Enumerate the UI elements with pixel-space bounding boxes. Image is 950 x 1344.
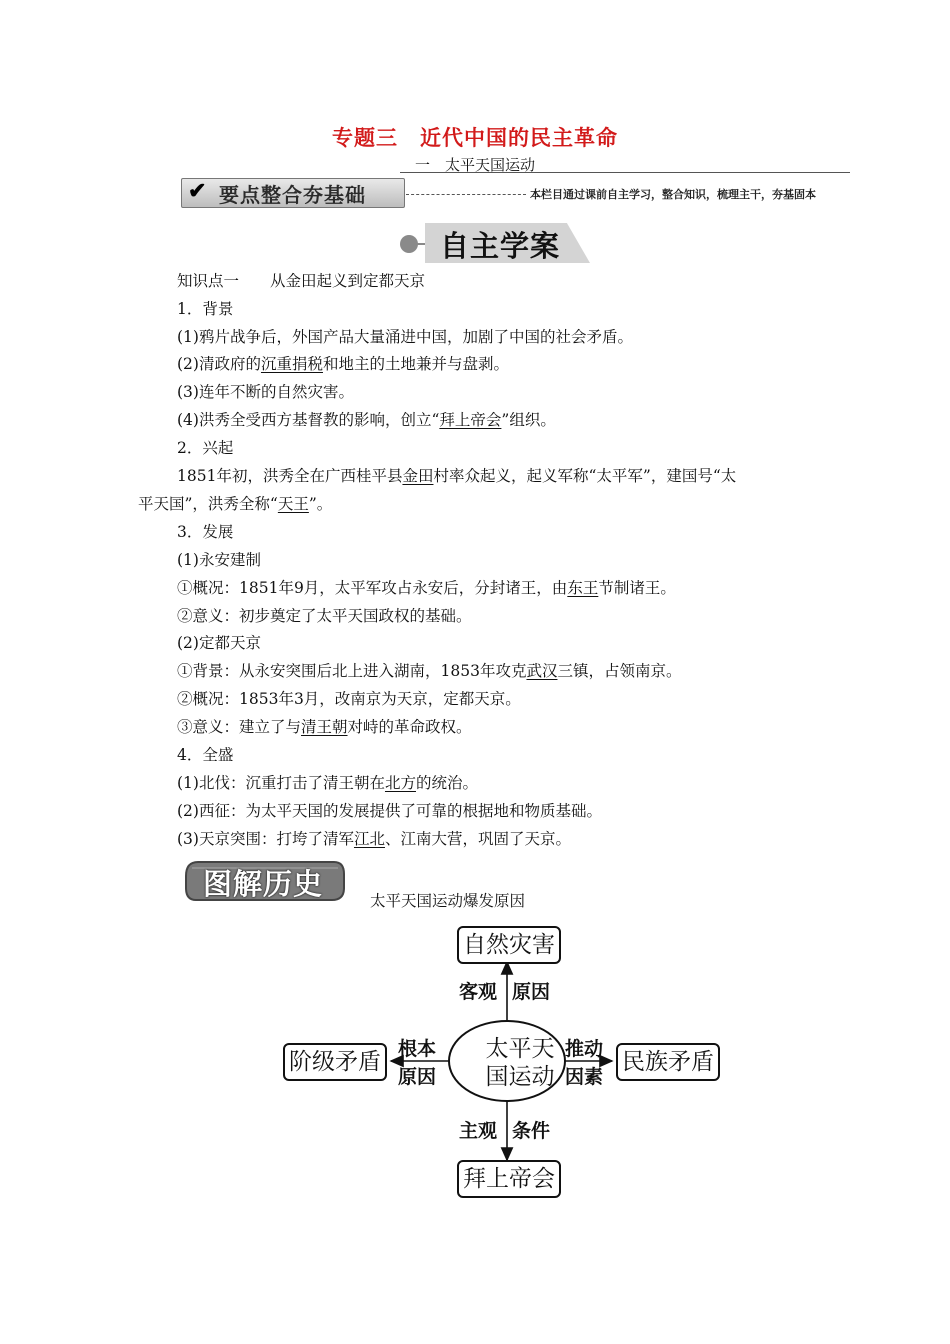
- underlined-term: 沉重捐税: [260, 355, 323, 373]
- heading-rise: 2．兴起: [177, 439, 234, 457]
- center-node: 太平天 国运动: [485, 1036, 555, 1090]
- text-line: (2)定都天京: [177, 634, 261, 652]
- underlined-term: 拜上帝会: [439, 411, 502, 429]
- heading-development: 3．发展: [177, 523, 234, 541]
- text-line: (1)永安建制: [177, 551, 261, 569]
- node-left: 阶级矛盾: [283, 1043, 387, 1081]
- text-line: (3)天京突围：打垮了清军江北、江南大营，巩固了天京。: [177, 830, 571, 848]
- underlined-term: 江北: [353, 830, 385, 848]
- node-right: 民族矛盾: [616, 1043, 720, 1081]
- text-line: (1)鸦片战争后，外国产品大量涌进中国，加剧了中国的社会矛盾。: [177, 328, 633, 346]
- text-line: ①背景：从永安突围后北上进入湖南，1853年攻克武汉三镇，占领南京。: [177, 662, 682, 680]
- text-line: 1851年初，洪秀全在广西桂平县金田村率众起义，起义军称“太平军”，建国号“太: [177, 467, 737, 485]
- underlined-term: 东王: [567, 579, 599, 597]
- node-bottom: 拜上帝会: [457, 1160, 561, 1198]
- label-driving-factor: 推动 因素: [565, 1038, 604, 1088]
- text-line: ②概况：1853年3月，改南京为天京，定都天京。: [177, 690, 521, 708]
- text-line: ③意义：建立了与清王朝对峙的革命政权。: [177, 718, 472, 736]
- diagram-badge-label: 图解历史: [203, 867, 324, 901]
- text-line: (2)清政府的沉重捐税和地主的土地兼并与盘剥。: [177, 355, 509, 373]
- diagram-caption: 太平天国运动爆发原因: [370, 892, 526, 910]
- section-label: 自主学案: [440, 229, 561, 263]
- underlined-term: 天王: [277, 495, 309, 513]
- label-root-cause: 根本 原因: [398, 1038, 437, 1088]
- banner-note: 本栏目通过课前自主学习，整合知识，梳理主干，夯基固本: [530, 188, 816, 201]
- node-top: 自然灾害: [457, 926, 561, 964]
- label-subjective: 主观: [459, 1120, 498, 1142]
- underlined-term: 金田: [402, 467, 434, 485]
- heading-background: 1．背景: [177, 300, 234, 318]
- text-line: ①概况：1851年9月，太平军攻占永安后，分封诸王，由东王节制诸王。: [177, 579, 676, 597]
- heading-peak: 4．全盛: [177, 746, 234, 764]
- text-line: (4)洪秀全受西方基督教的影响，创立“拜上帝会”组织。: [177, 411, 556, 429]
- underlined-term: 武汉: [526, 662, 558, 680]
- text-line: (2)西征：为太平天国的发展提供了可靠的根据地和物质基础。: [177, 802, 602, 820]
- text-line: 平天国”，洪秀全称“天王”。: [138, 495, 333, 513]
- label-objective: 客观: [459, 981, 498, 1003]
- text-line: ②意义：初步奠定了太平天国政权的基础。: [177, 607, 472, 625]
- banner-label: 要点整合夯基础: [219, 183, 366, 207]
- label-condition: 条件: [512, 1120, 551, 1142]
- text-line: (3)连年不断的自然灾害。: [177, 383, 354, 401]
- underlined-term: 清王朝: [301, 718, 348, 736]
- banner-divider: [406, 194, 526, 195]
- page-title: 专题三 近代中国的民主革命: [332, 125, 618, 150]
- underlined-term: 北方: [384, 774, 416, 792]
- text-line: (1)北伐：沉重打击了清王朝在北方的统治。: [177, 774, 478, 792]
- page-subtitle: 一 太平天国运动: [414, 156, 535, 174]
- knowledge-point-heading: 知识点一 从金田起义到定都天京: [177, 272, 426, 290]
- label-cause: 原因: [512, 981, 551, 1003]
- divider: [400, 172, 850, 173]
- check-icon: ✔: [188, 178, 207, 204]
